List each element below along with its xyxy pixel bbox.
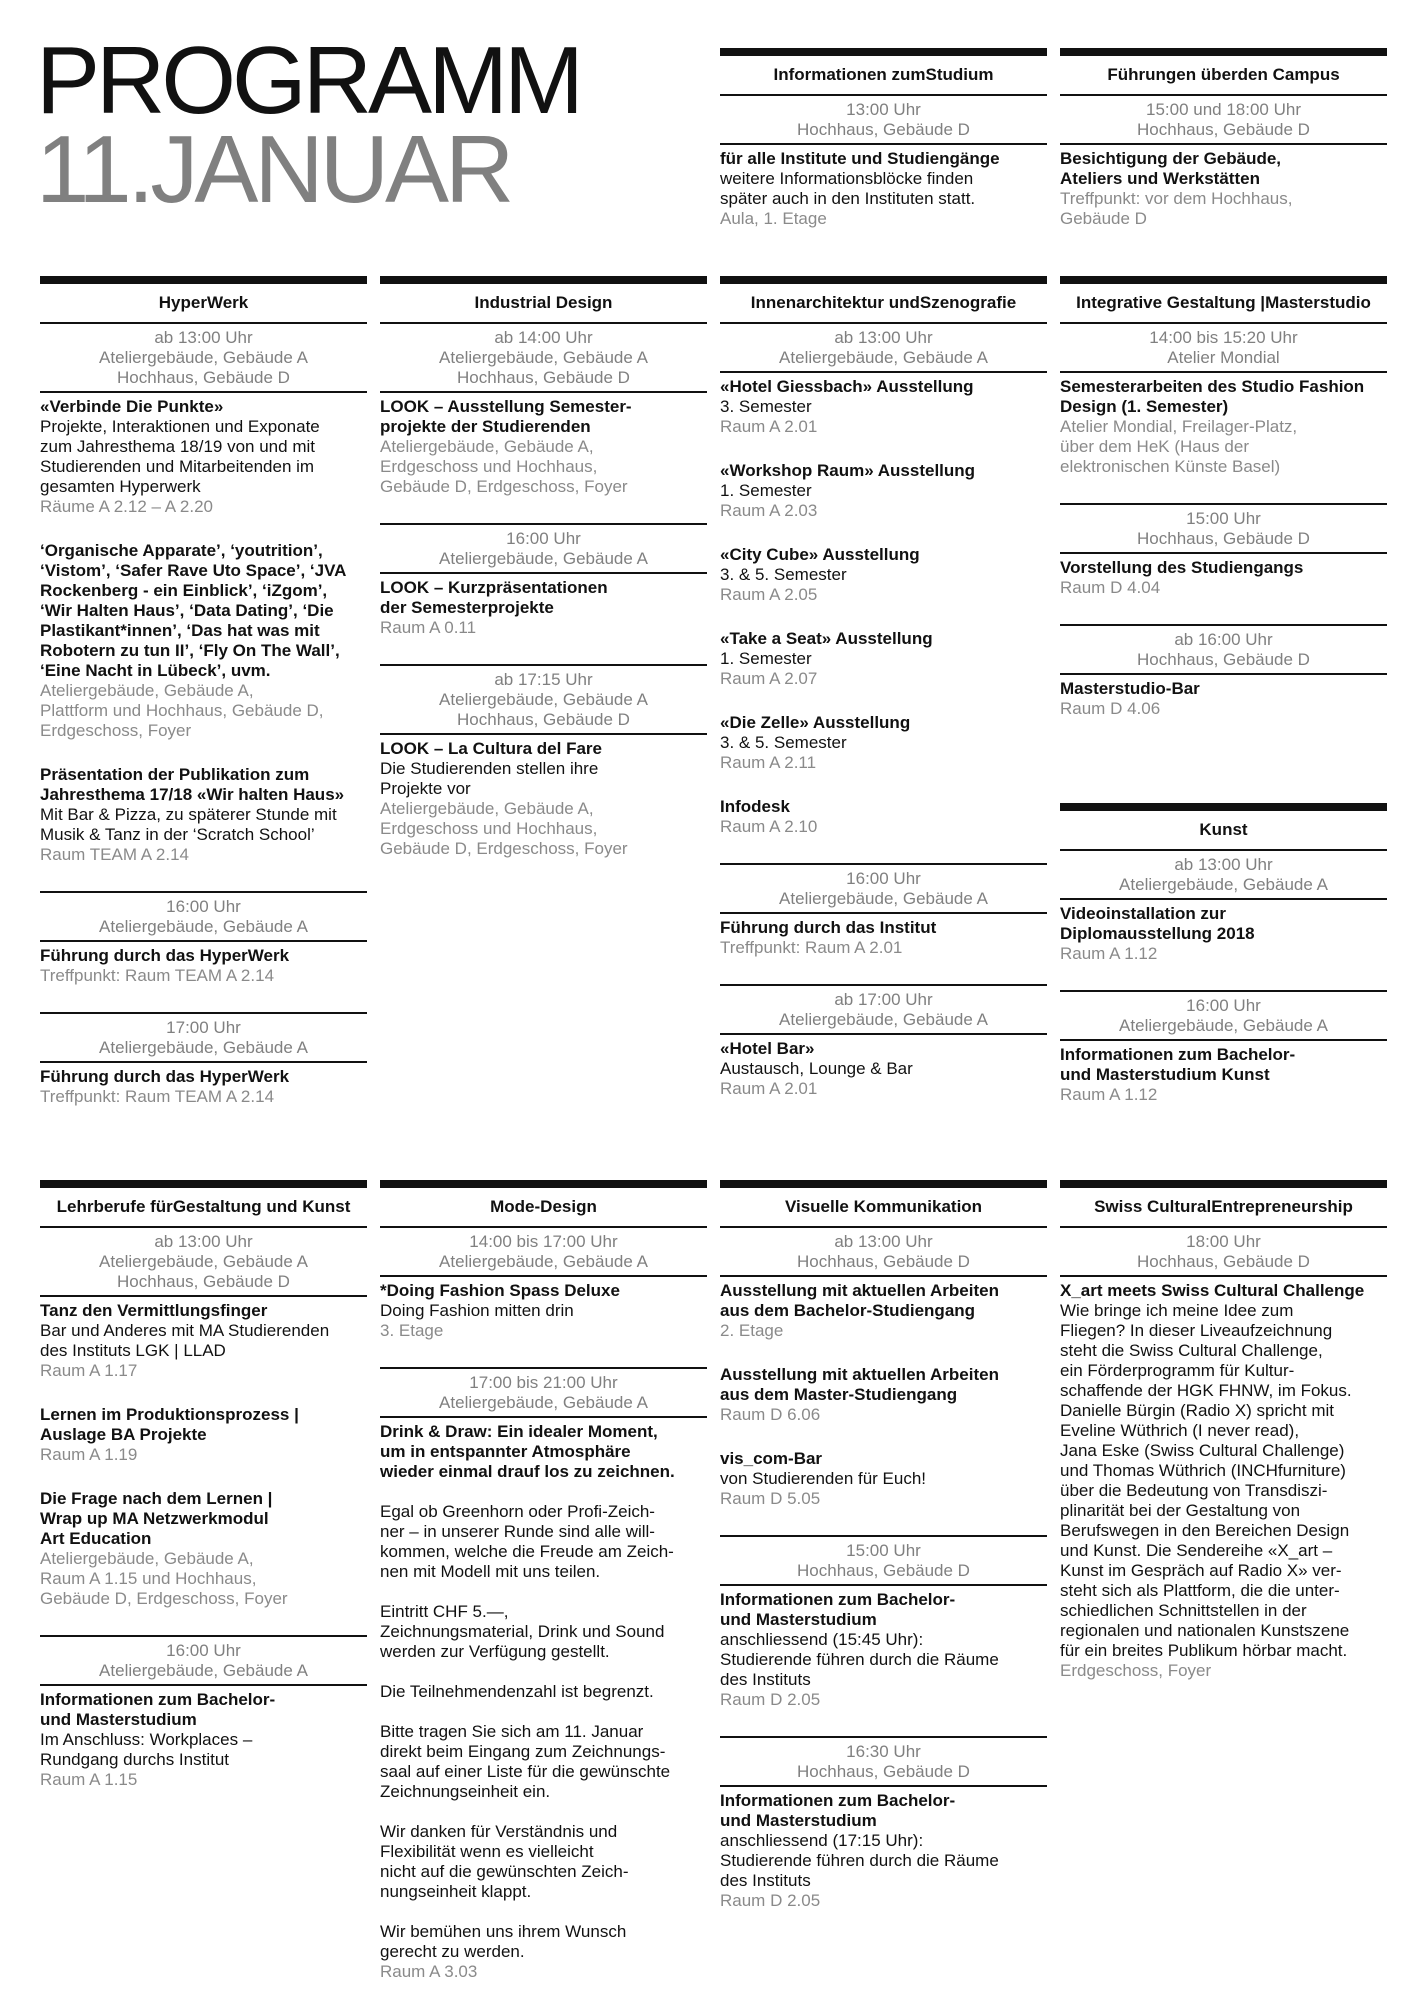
event-item	[40, 1485, 367, 1609]
event-paragraph: Egal ob Greenhorn oder Profi-Zeich- ner – in unserer Runde sind alle will- kommen, welche die Freude am Zeich- nen mit Modell mit uns teilen.	[380, 1502, 674, 1581]
section-heading-line: Szenografie	[919, 293, 1017, 312]
slot-time-location: ab 16:00 Uhr Hochhaus, Gebäude D	[1060, 626, 1387, 675]
slot-time-location: ab 13:00 Uhr Ateliergebäude, Gebäude A	[1060, 851, 1387, 900]
event-description: Mit Bar & Pizza, zu späterer Stunde mit Musik & Tanz in der ‘Scratch School’	[40, 805, 337, 844]
event-title: Informationen zum Bachelor- und Masterstudium	[40, 1690, 276, 1729]
event-paragraph: Wir danken für Verständnis und Flexibilität wenn es vielleicht nicht auf die gewünschten Zeich- nungseinheit klappt.	[380, 1822, 629, 1901]
event-item	[1060, 145, 1387, 229]
time-slot	[380, 664, 707, 859]
event-title: LOOK – Kurzpräsentationen der Semesterprojekte	[380, 578, 608, 617]
event-location: Raum D 2.05	[720, 1891, 821, 1910]
slot-time-location: ab 13:00 Uhr Hochhaus, Gebäude D	[720, 1228, 1047, 1277]
slot-time-location: 15:00 und 18:00 Uhr Hochhaus, Gebäude D	[1060, 96, 1387, 145]
event-location: Ateliergebäude, Gebäude A, Erdgeschoss und Hochhaus, Gebäude D, Erdgeschoss, Foyer	[380, 437, 628, 496]
event-location: Raum D 5.05	[720, 1489, 821, 1508]
event-location: Raum D 4.06	[1060, 699, 1161, 718]
event-location: Raum A 1.19	[40, 1445, 138, 1464]
event-title: «City Cube» Ausstellung	[720, 545, 920, 564]
section-heading-line: Visuelle Kommunikation	[784, 1197, 983, 1216]
section-innenarchitektur	[720, 276, 1047, 1099]
event-description: Die Studierenden stellen ihre Projekte vor	[380, 759, 599, 798]
time-slot	[40, 891, 367, 986]
time-slot	[720, 324, 1047, 837]
event-title: Masterstudio-Bar	[1060, 679, 1200, 698]
event-paragraph: Die Teilnehmendenzahl ist begrenzt.	[380, 1682, 654, 1701]
section-heading	[1060, 1180, 1387, 1228]
event-item	[40, 393, 367, 517]
slot-time-location: 16:00 Uhr Ateliergebäude, Gebäude A	[1060, 992, 1387, 1041]
event-description: Wie bringe ich meine Idee zum Fliegen? In dieser Liveaufzeichnung steht die Swiss Cultural Challenge, ein Förderprogramm für Kultur- schaffende der HGK FHNW, im Fokus. Danielle Bürgin (Radio X) spricht mit Eveline Wüthrich (I never read), Jana Eske (Swiss Cultural Challenge) und Thomas Wüthrich (INCHfurniture) über die Bedeutung von Transdiszi- plinarität bei der Gestaltung von Berufswegen in den Bereichen Design und Kunst. Die Sendereihe «X_art – Kunst im Gespräch auf Radio X» ver- steht sich als Plattform, die die unter- schiedlichen Schnittstellen in der regionalen und nationalen Kunstszene für ein breites Publikum hörbar macht.	[1060, 1301, 1352, 1660]
section-swiss-cultural	[1060, 1180, 1387, 1681]
section-heading-line: Studium	[925, 65, 994, 84]
slot-time-location: ab 17:00 Uhr Ateliergebäude, Gebäude A	[720, 986, 1047, 1035]
time-slot	[720, 984, 1047, 1099]
slot-time-location: 16:00 Uhr Ateliergebäude, Gebäude A	[720, 865, 1047, 914]
event-item	[720, 625, 1047, 689]
slot-time-location: 15:00 Uhr Hochhaus, Gebäude D	[720, 1537, 1047, 1586]
event-location: 2. Etage	[720, 1321, 784, 1340]
event-item	[720, 1787, 1047, 1911]
section-heading-line: Informationen zum	[773, 65, 926, 84]
event-location: Raum D 4.04	[1060, 578, 1161, 597]
title-line-date: 11.JANUAR	[36, 116, 511, 224]
event-item	[720, 1445, 1047, 1509]
event-description: Doing Fashion mitten drin	[380, 1301, 574, 1320]
slot-time-location: 17:00 Uhr Ateliergebäude, Gebäude A	[40, 1014, 367, 1063]
time-slot	[1060, 324, 1387, 477]
event-location: Treffpunkt: Raum TEAM A 2.14	[40, 1087, 275, 1106]
time-slot	[380, 1228, 707, 1341]
time-slot	[40, 1635, 367, 1790]
slot-time-location: ab 17:15 Uhr Ateliergebäude, Gebäude A Hochhaus, Gebäude D	[380, 666, 707, 735]
event-location: Raum A 3.03	[380, 1962, 478, 1981]
time-slot	[380, 523, 707, 638]
event-location: Raum A 1.12	[1060, 1085, 1158, 1104]
time-slot	[1060, 1228, 1387, 1681]
event-title: Videoinstallation zur Diplomausstellung 2018	[1060, 904, 1255, 943]
section-heading	[1060, 803, 1387, 851]
event-location: Raum A 1.17	[40, 1361, 138, 1380]
time-slot	[1060, 624, 1387, 719]
section-industrial-design	[380, 276, 707, 859]
event-description: Austausch, Lounge & Bar	[720, 1059, 913, 1078]
event-title: vis_com-Bar	[720, 1449, 823, 1468]
time-slot	[1060, 990, 1387, 1105]
section-heading-line: Mode-Design	[490, 1197, 597, 1216]
section-informationen-studium	[720, 48, 1047, 229]
event-item	[1060, 900, 1387, 964]
section-heading	[720, 276, 1047, 324]
event-description: anschliessend (17:15 Uhr): Studierende führen durch die Räume des Instituts	[720, 1831, 999, 1890]
time-slot	[40, 1228, 367, 1609]
time-slot	[720, 1535, 1047, 1710]
event-description: Im Anschluss: Workplaces – Rundgang durchs Institut	[40, 1730, 253, 1769]
section-heading	[40, 1180, 367, 1228]
section-heading-line: Kunst	[1199, 820, 1248, 839]
section-lehrberufe	[40, 1180, 367, 1790]
section-visuelle-kommunikation	[720, 1180, 1047, 1911]
event-item	[40, 1686, 367, 1790]
time-slot	[720, 1736, 1047, 1911]
event-title: Informationen zum Bachelor- und Masterstudium	[720, 1590, 956, 1629]
slot-time-location: 17:00 bis 21:00 Uhr Ateliergebäude, Gebäude A	[380, 1369, 707, 1418]
event-item	[720, 1361, 1047, 1425]
event-description: 1. Semester	[720, 649, 812, 668]
event-item	[380, 1418, 707, 1982]
slot-time-location: 14:00 bis 17:00 Uhr Ateliergebäude, Gebäude A	[380, 1228, 707, 1277]
event-location: Raum A 1.12	[1060, 944, 1158, 963]
event-title: Besichtigung der Gebäude, Ateliers und Werkstätten	[1060, 149, 1282, 188]
section-hyperwerk	[40, 276, 367, 1107]
event-location: Raum D 6.06	[720, 1405, 821, 1424]
section-heading-line: Integrative Gestaltung |	[1076, 293, 1266, 312]
slot-time-location: ab 13:00 Uhr Ateliergebäude, Gebäude A Hochhaus, Gebäude D	[40, 324, 367, 393]
slot-time-location: ab 13:00 Uhr Ateliergebäude, Gebäude A	[720, 324, 1047, 373]
event-item	[720, 1035, 1047, 1099]
event-location: Atelier Mondial, Freilager-Platz, über dem HeK (Haus der elektronischen Künste Basel)	[1060, 417, 1298, 476]
event-title: Lernen im Produktionsprozess | Auslage BA Projekte	[40, 1405, 299, 1444]
slot-time-location: ab 14:00 Uhr Ateliergebäude, Gebäude A Hochhaus, Gebäude D	[380, 324, 707, 393]
section-heading	[1060, 276, 1387, 324]
event-title: LOOK – La Cultura del Fare	[380, 739, 602, 758]
slot-time-location: 16:30 Uhr Hochhaus, Gebäude D	[720, 1738, 1047, 1787]
event-description: 3. & 5. Semester	[720, 733, 847, 752]
event-title: «Verbinde Die Punkte»	[40, 397, 224, 416]
event-location: Raum A 2.01	[720, 417, 818, 436]
event-item	[40, 761, 367, 865]
section-heading	[40, 276, 367, 324]
section-heading-line: Masterstudio	[1265, 293, 1371, 312]
event-title: «Hotel Bar»	[720, 1039, 815, 1058]
event-location: Raum A 2.01	[720, 1079, 818, 1098]
event-title: Semesterarbeiten des Studio Fashion Design (1. Semester)	[1060, 377, 1365, 416]
section-mode-design	[380, 1180, 707, 1982]
event-location: Erdgeschoss, Foyer	[1060, 1661, 1212, 1680]
event-item	[1060, 373, 1387, 477]
section-fuehrungen-campus	[1060, 48, 1387, 229]
event-title: ‘Organische Apparate’, ‘youtrition’, ‘Vistom’, ‘Safer Rave Uto Space’, ‘JVA Rockenberg - ein Einblick’, ‘iZgom’, ‘Wir Halten Haus’, ‘Data Dating’, ‘Die Plastikant*innen’, ‘Das hat was mit Robotern zu tun II’, ‘Fly On The Wall’, ‘Eine Nacht in Lübeck’, uvm.	[40, 541, 347, 680]
event-title: «Workshop Raum» Ausstellung	[720, 461, 976, 480]
event-title: «Take a Seat» Ausstellung	[720, 629, 933, 648]
slot-time-location: 18:00 Uhr Hochhaus, Gebäude D	[1060, 1228, 1387, 1277]
slot-time-location: ab 13:00 Uhr Ateliergebäude, Gebäude A Hochhaus, Gebäude D	[40, 1228, 367, 1297]
event-location: Räume A 2.12 – A 2.20	[40, 497, 213, 516]
event-item	[720, 793, 1047, 837]
section-heading	[1060, 48, 1387, 96]
event-location: Treffpunkt: Raum A 2.01	[720, 938, 903, 957]
event-item	[40, 537, 367, 741]
event-item	[720, 145, 1047, 229]
event-item	[1060, 1041, 1387, 1105]
event-title: Präsentation der Publikation zum Jahresthema 17/18 «Wir halten Haus»	[40, 765, 345, 804]
event-item	[720, 457, 1047, 521]
event-description: 3. Semester	[720, 397, 812, 416]
event-item	[40, 942, 367, 986]
time-slot	[380, 1367, 707, 1982]
slot-time-location: 16:00 Uhr Ateliergebäude, Gebäude A	[40, 893, 367, 942]
slot-time-location: 13:00 Uhr Hochhaus, Gebäude D	[720, 96, 1047, 145]
event-location: Ateliergebäude, Gebäude A, Plattform und Hochhaus, Gebäude D, Erdgeschoss, Foyer	[40, 681, 324, 740]
section-heading-line: Lehrberufe für	[56, 1197, 173, 1216]
event-title: Drink & Draw: Ein idealer Moment, um in entspannter Atmosphäre wieder einmal drauf los zu zeichnen.	[380, 1422, 675, 1481]
event-location: Ateliergebäude, Gebäude A, Raum A 1.15 und Hochhaus, Gebäude D, Erdgeschoss, Foyer	[40, 1549, 288, 1608]
event-title: Infodesk	[720, 797, 790, 816]
time-slot	[720, 1228, 1047, 1509]
event-title: Informationen zum Bachelor- und Masterstudium	[720, 1791, 956, 1830]
event-item	[1060, 1277, 1387, 1681]
section-kunst	[1060, 803, 1387, 1105]
section-heading-line: Innenarchitektur und	[750, 293, 920, 312]
page-title	[36, 27, 580, 224]
event-title: *Doing Fashion Spass Deluxe	[380, 1281, 620, 1300]
event-location: Raum A 0.11	[380, 618, 477, 637]
event-description: 3. & 5. Semester	[720, 565, 847, 584]
event-item	[380, 393, 707, 497]
time-slot	[720, 863, 1047, 958]
event-description: weitere Informationsblöcke finden später auch in den Instituten statt.	[720, 169, 976, 208]
event-title: Vorstellung des Studiengangs	[1060, 558, 1304, 577]
event-location: Raum A 2.07	[720, 669, 818, 688]
event-item	[720, 373, 1047, 437]
event-item	[720, 1586, 1047, 1710]
event-location: Ateliergebäude, Gebäude A, Erdgeschoss und Hochhaus, Gebäude D, Erdgeschoss, Foyer	[380, 799, 628, 858]
event-location: Raum A 2.10	[720, 817, 818, 836]
section-integrative-gestaltung	[1060, 276, 1387, 719]
event-title: X_art meets Swiss Cultural Challenge	[1060, 1281, 1365, 1300]
event-location: Raum A 1.15	[40, 1770, 138, 1789]
event-item	[1060, 554, 1387, 598]
slot-time-location: 16:00 Uhr Ateliergebäude, Gebäude A	[380, 525, 707, 574]
event-item	[40, 1063, 367, 1107]
event-item	[380, 574, 707, 638]
title-line-programm: PROGRAMM	[36, 27, 580, 134]
section-heading-line: den Campus	[1237, 65, 1340, 84]
slot-time-location: 16:00 Uhr Ateliergebäude, Gebäude A	[40, 1637, 367, 1686]
event-title: für alle Institute und Studiengänge	[720, 149, 1000, 168]
event-description: von Studierenden für Euch!	[720, 1469, 927, 1488]
section-heading-line: Führungen über	[1107, 65, 1238, 84]
event-item	[40, 1401, 367, 1465]
time-slot	[720, 96, 1047, 229]
event-item	[720, 1277, 1047, 1341]
section-heading-line: Swiss Cultural	[1094, 1197, 1212, 1216]
event-title: Die Frage nach dem Lernen | Wrap up MA Netzwerkmodul Art Education	[40, 1489, 273, 1548]
event-item	[380, 1277, 707, 1341]
event-title: Ausstellung mit aktuellen Arbeiten aus dem Bachelor-Studiengang	[720, 1281, 999, 1320]
section-heading-line: HyperWerk	[158, 293, 249, 312]
event-location: Aula, 1. Etage	[720, 209, 827, 228]
event-description: Bar und Anderes mit MA Studierenden des Instituts LGK | LLAD	[40, 1321, 330, 1360]
time-slot	[40, 1012, 367, 1107]
section-heading	[380, 1180, 707, 1228]
event-description: Projekte, Interaktionen und Exponate zum Jahresthema 18/19 von und mit Studierenden und Mitarbeitenden im gesamten Hyperwerk	[40, 417, 320, 496]
event-location: Raum A 2.03	[720, 501, 818, 520]
event-title: «Hotel Giessbach» Ausstellung	[720, 377, 974, 396]
event-title: Führung durch das Institut	[720, 918, 937, 937]
event-title: LOOK – Ausstellung Semester- projekte der Studierenden	[380, 397, 632, 436]
event-location: Raum D 2.05	[720, 1690, 821, 1709]
event-item	[720, 541, 1047, 605]
event-title: Tanz den Vermittlungsfinger	[40, 1301, 268, 1320]
time-slot	[1060, 503, 1387, 598]
slot-time-location: 15:00 Uhr Hochhaus, Gebäude D	[1060, 505, 1387, 554]
event-paragraph: Eintritt CHF 5.—, Zeichnungsmaterial, Drink und Sound werden zur Verfügung gestellt.	[380, 1602, 665, 1661]
event-paragraph: Bitte tragen Sie sich am 11. Januar direkt beim Eingang zum Zeichnungs- saal auf einer Liste für die gewünschte Zeichnungseinheit ein.	[380, 1722, 671, 1801]
event-title: Informationen zum Bachelor- und Masterstudium Kunst	[1060, 1045, 1296, 1084]
event-title: Ausstellung mit aktuellen Arbeiten aus dem Master-Studiengang	[720, 1365, 999, 1404]
section-heading-line: Entrepreneurship	[1211, 1197, 1353, 1216]
section-heading	[720, 1180, 1047, 1228]
event-item	[380, 735, 707, 859]
event-paragraph: Wir bemühen uns ihrem Wunsch gerecht zu werden.	[380, 1922, 627, 1961]
event-location: Treffpunkt: vor dem Hochhaus, Gebäude D	[1060, 189, 1293, 228]
time-slot	[1060, 851, 1387, 964]
section-heading-line: Gestaltung und Kunst	[172, 1197, 351, 1216]
time-slot	[1060, 96, 1387, 229]
event-location: Raum TEAM A 2.14	[40, 845, 189, 864]
section-heading-line: Industrial Design	[474, 293, 613, 312]
event-item	[40, 1297, 367, 1381]
event-item	[720, 709, 1047, 773]
section-heading	[380, 276, 707, 324]
event-item	[1060, 675, 1387, 719]
event-location: Raum A 2.11	[720, 753, 817, 772]
event-location: 3. Etage	[380, 1321, 444, 1340]
event-location: Raum A 2.05	[720, 585, 818, 604]
section-heading	[720, 48, 1047, 96]
event-item	[720, 914, 1047, 958]
time-slot	[380, 324, 707, 497]
event-title: Führung durch das HyperWerk	[40, 946, 290, 965]
time-slot	[40, 324, 367, 865]
event-description: 1. Semester	[720, 481, 812, 500]
event-description: anschliessend (15:45 Uhr): Studierende führen durch die Räume des Instituts	[720, 1630, 999, 1689]
event-location: Treffpunkt: Raum TEAM A 2.14	[40, 966, 275, 985]
event-title: «Die Zelle» Ausstellung	[720, 713, 911, 732]
event-title: Führung durch das HyperWerk	[40, 1067, 290, 1086]
slot-time-location: 14:00 bis 15:20 Uhr Atelier Mondial	[1060, 324, 1387, 373]
